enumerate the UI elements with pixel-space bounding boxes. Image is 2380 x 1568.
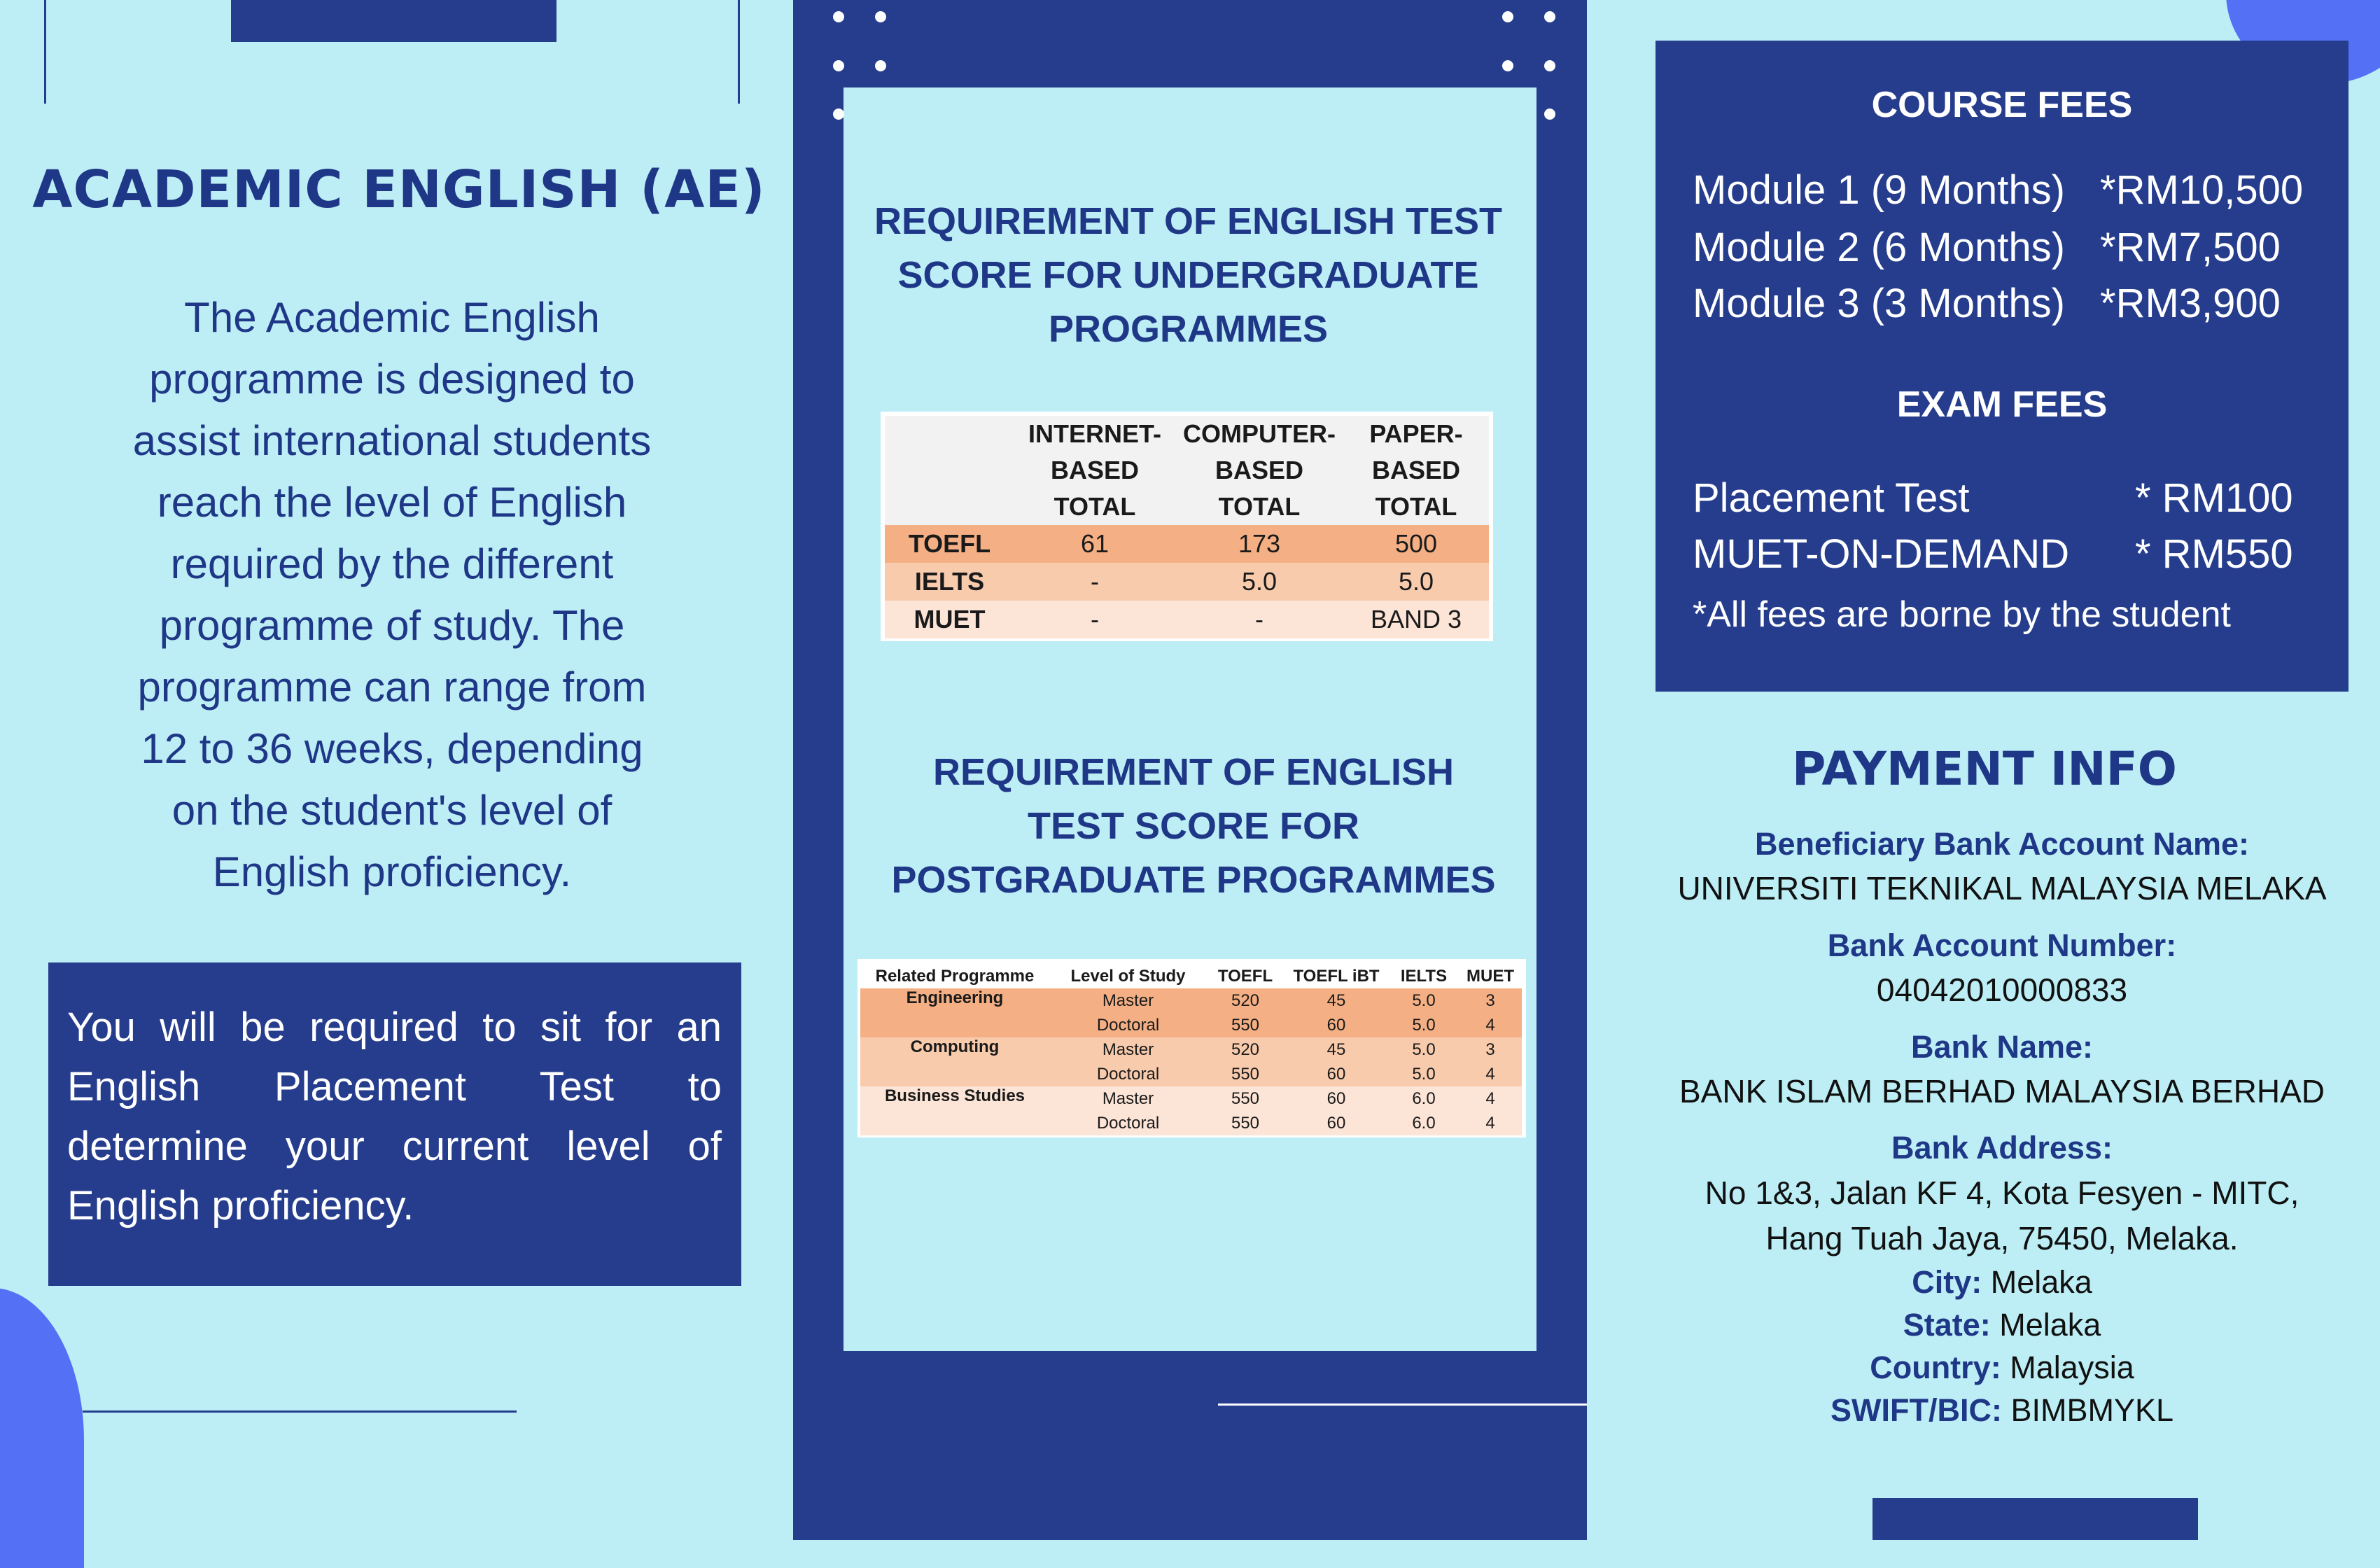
left-frame-line	[44, 0, 46, 104]
account-number-label: Bank Account Number:	[1827, 927, 2177, 963]
intro-line: assist international students	[132, 417, 652, 464]
table-row: Doctoral 550 60 6.0 4	[860, 1111, 1522, 1135]
left-frame-line-right	[738, 0, 740, 104]
intro-line: English proficiency.	[212, 848, 572, 895]
table-row: IELTS - 5.0 5.0	[885, 563, 1489, 601]
left-bottom-divider	[83, 1410, 517, 1413]
payment-info-title: PAYMENT INFO	[1792, 742, 2177, 796]
ug-header-computer: COMPUTER- BASED TOTAL	[1183, 419, 1336, 521]
course-fee-price: *RM7,500	[2100, 225, 2281, 270]
pg-score-table-frame	[858, 959, 1526, 1138]
city-line: City: Melaka	[1912, 1264, 2092, 1300]
intro-line: programme of study. The	[159, 602, 625, 649]
decor-dot	[833, 108, 844, 120]
ug-score-table	[885, 416, 1489, 638]
page-title: ACADEMIC ENGLISH (AE)	[32, 160, 766, 220]
decor-dot	[875, 11, 886, 22]
ug-requirement-title	[861, 195, 1516, 356]
course-fee-price: *RM3,900	[2100, 281, 2281, 326]
pg-score-table	[860, 965, 1522, 1135]
ug-title-line: SCORE FOR UNDERGRADUATE	[897, 254, 1479, 296]
ug-title-line: PROGRAMMES	[1048, 308, 1328, 350]
table-row: Engineering Master 520 45 5.0 3	[860, 988, 1522, 1013]
table-row: MUET - - BAND 3	[885, 601, 1489, 638]
decor-dot	[1502, 60, 1513, 71]
pg-title-line: TEST SCORE FOR	[1027, 805, 1360, 847]
decor-dot	[833, 11, 844, 22]
ug-header-paper: PAPER- BASED TOTAL	[1369, 419, 1463, 521]
bank-address-line: No 1&3, Jalan KF 4, Kota Fesyen - MITC,	[1704, 1175, 2300, 1211]
pg-header-row: Related Programme Level of Study TOEFL TOEFL iBT IELTS MUET	[860, 965, 1522, 988]
beneficiary-label: Beneficiary Bank Account Name:	[1754, 826, 2250, 862]
table-row: Computing Master 520 45 5.0 3	[860, 1037, 1522, 1062]
decor-dot	[833, 60, 844, 71]
corner-blob-bottom-left	[0, 1288, 84, 1568]
intro-line: required by the different	[170, 540, 614, 587]
country-line: Country: Malaysia	[1870, 1350, 2134, 1385]
decor-dot	[1544, 108, 1555, 120]
pg-title-line: POSTGRADUATE PROGRAMMES	[891, 859, 1496, 901]
intro-paragraph	[105, 287, 679, 903]
intro-line: programme is designed to	[149, 356, 635, 402]
intro-line: programme can range from	[137, 664, 647, 710]
account-number-value: 04042010000833	[1876, 972, 2128, 1008]
table-row: Doctoral 550 60 5.0 4	[860, 1062, 1522, 1086]
bank-address-line: Hang Tuah Jaya, 75450, Melaka.	[1765, 1220, 2239, 1256]
exam-fee-price: * RM550	[2135, 531, 2293, 577]
intro-line: on the student's level of	[172, 787, 612, 834]
exam-fee-label: MUET-ON-DEMAND	[1693, 531, 2070, 577]
table-row: Doctoral 550 60 5.0 4	[860, 1013, 1522, 1037]
course-fee-label: Module 1 (9 Months)	[1693, 167, 2065, 213]
exam-fee-price: * RM100	[2135, 475, 2293, 521]
exam-fee-label: Placement Test	[1693, 475, 1970, 521]
bank-name-label: Bank Name:	[1910, 1029, 2094, 1065]
decor-dot	[1544, 11, 1555, 22]
intro-line: 12 to 36 weeks, depending	[141, 725, 643, 772]
center-bottom-divider	[1218, 1404, 1587, 1406]
bottom-right-tab	[1872, 1498, 2198, 1540]
pg-title-line: REQUIREMENT OF ENGLISH	[932, 751, 1455, 793]
exam-fees-title: EXAM FEES	[1896, 384, 2108, 425]
state-line: State: Melaka	[1903, 1307, 2101, 1343]
ug-header-internet: INTERNET- BASED TOTAL	[1028, 419, 1161, 521]
intro-line: The Academic English	[184, 294, 600, 341]
placement-notice-text: You will be required to sit for an English Placement Test to determine your current level of English proficiency.	[67, 1004, 722, 1228]
beneficiary-value: UNIVERSITI TEKNIKAL MALAYSIA MELAKA	[1677, 870, 2327, 906]
fees-note: *All fees are borne by the student	[1693, 594, 2231, 635]
swift-line: SWIFT/BIC: BIMBMYKL	[1830, 1392, 2174, 1428]
top-left-tab	[231, 0, 556, 42]
table-row: TOEFL 61 173 500	[885, 525, 1489, 563]
ug-header-row	[885, 416, 1489, 525]
decor-dot	[875, 60, 886, 71]
intro-line: reach the level of English	[157, 479, 627, 526]
course-fee-label: Module 2 (6 Months)	[1693, 225, 2065, 270]
bank-name-value: BANK ISLAM BERHAD MALAYSIA BERHAD	[1679, 1073, 2325, 1110]
course-fee-price: *RM10,500	[2100, 167, 2304, 213]
ug-title-line: REQUIREMENT OF ENGLISH TEST	[874, 200, 1503, 242]
ug-score-table-frame	[881, 412, 1493, 641]
pg-requirement-title	[861, 746, 1526, 907]
decor-dot	[1502, 11, 1513, 22]
bank-address-label: Bank Address:	[1891, 1130, 2113, 1166]
table-row: Business Studies Master 550 60 6.0 4	[860, 1086, 1522, 1111]
decor-dot	[1544, 60, 1555, 71]
course-fee-label: Module 3 (3 Months)	[1693, 281, 2065, 326]
course-fees-title: COURSE FEES	[1871, 85, 2133, 125]
